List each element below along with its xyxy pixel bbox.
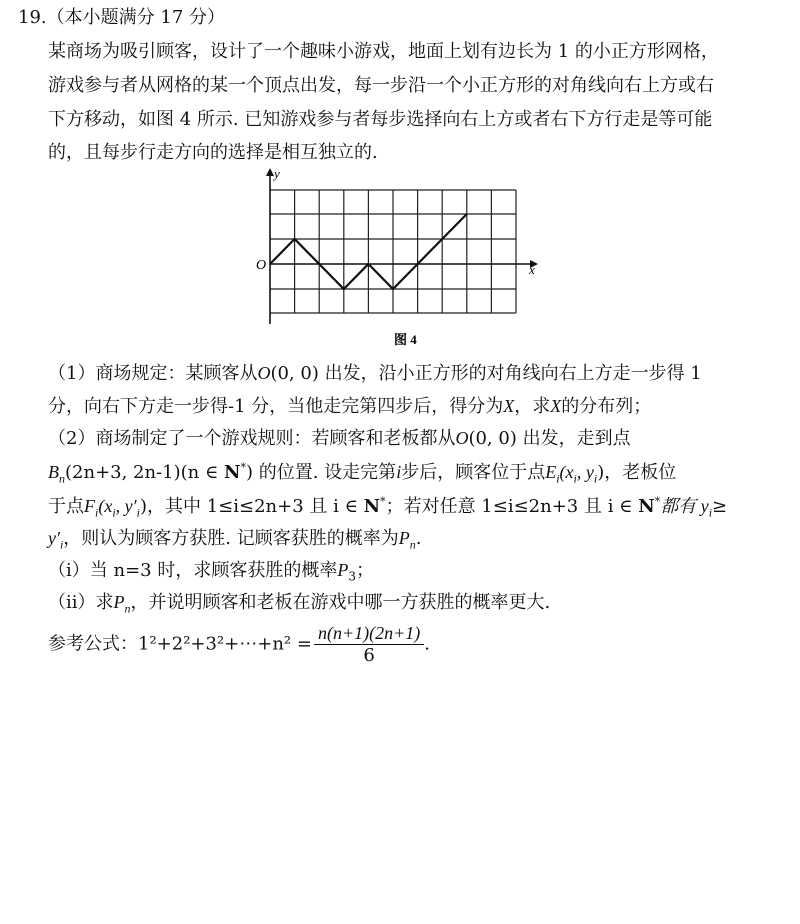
part2-label: （2） <box>48 428 96 449</box>
sup-star: * <box>240 461 246 474</box>
figure-grid <box>250 164 550 354</box>
part1-text-e: 的分布列； <box>561 396 652 417</box>
part2-text-d: (n ∈ <box>180 462 225 483</box>
part2-text-j: )，老板位 <box>597 462 677 483</box>
part2-line-4 <box>48 526 421 551</box>
part2i-label: （ⅰ） <box>48 560 90 581</box>
part2ii-label: （ⅱ） <box>48 592 96 613</box>
problem-header <box>18 6 225 30</box>
sub-n: n <box>124 601 131 616</box>
part1-line-1 <box>48 361 702 386</box>
origin-letter: O <box>455 428 469 448</box>
sup-star: * <box>380 495 386 508</box>
part1-label: （1） <box>48 363 96 384</box>
part1-text-c: 分，向右下方走一步得-1 分，当他走完第四步后，得分为 <box>48 396 504 417</box>
formula-lhs: 1²+2²+3²+⋯+n² = <box>138 633 312 655</box>
part2-text-p: ；若对任意 1≤i≤2n+3 且 i ∈ <box>385 496 639 517</box>
part1-text-b: (0, 0) 出发，沿小正方形的对角线向右上方走一步得 1 <box>270 363 702 384</box>
sub-n: n <box>409 537 416 552</box>
formula-numerator: n(n+1)(2n+1) <box>314 622 424 645</box>
part1-text-a: 商场规定：某顾客从 <box>95 363 258 384</box>
set-n: N <box>638 496 655 517</box>
part2i-text-b: ； <box>355 560 374 581</box>
y-axis-arrow <box>266 168 274 176</box>
sub-i: i <box>573 471 577 486</box>
part2-text-k: 于点 <box>48 496 84 517</box>
y-axis-label: y <box>274 166 280 181</box>
intro-line-4: 的，且每步行走方向的选择是相互独立的. <box>48 142 378 163</box>
var-x: X <box>503 396 515 416</box>
set-n: N <box>224 462 241 483</box>
part2-text-l: (x <box>98 496 113 516</box>
var-p: P <box>337 560 349 580</box>
var-y-prime: y′ <box>48 528 60 548</box>
sub-3: 3 <box>348 569 356 584</box>
intro-line-2: 游戏参与者从网格的某一个顶点出发，每一步沿一个小正方形的对角线向右上方或右 <box>48 75 714 96</box>
point-e: E <box>545 462 557 482</box>
part2-text-q: 都有 y <box>660 496 709 516</box>
sub-i: i <box>136 505 140 520</box>
part2-text-g: (x <box>559 462 574 482</box>
part1-line-2 <box>48 394 651 419</box>
sup-star: * <box>654 495 661 508</box>
formula-denominator: 6 <box>363 645 375 666</box>
part2i-line <box>48 558 374 583</box>
part2-text-o: )，其中 1≤i≤2n+3 且 i ∈ <box>139 496 364 517</box>
part2-line-2 <box>48 460 676 485</box>
figure-caption: 图 4 <box>394 332 417 347</box>
set-n: N <box>363 496 381 517</box>
score-note: （本小题满分 17 分） <box>46 7 225 28</box>
point-f: F <box>84 496 95 516</box>
point-b-coords: (2n+3, 2n-1) <box>65 462 181 483</box>
part2-line-3 <box>48 494 727 519</box>
formula-end: . <box>424 633 430 655</box>
part2-text-a: 商场制定了一个游戏规则：若顾客和老板都从 <box>95 428 456 449</box>
var-p: P <box>113 592 125 612</box>
sub-i: i <box>708 505 713 520</box>
problem-number: 19. <box>18 7 47 28</box>
intro-line-1: 某商场为吸引顾客，设计了一个趣味小游戏，地面上划有边长为 1 的小正方形网格， <box>48 41 719 62</box>
part1-text-d: ，求 <box>514 396 551 417</box>
part2-text-b: (0, 0) 出发，走到点 <box>468 428 631 449</box>
origin-label: O <box>256 258 267 273</box>
formula-line <box>48 622 430 667</box>
var-x: X <box>550 396 562 416</box>
part2ii-text-b: ，并说明顾客和老板在游戏中哪一方获胜的概率更大. <box>130 592 551 613</box>
part2-text-f: 步后，顾客位于点 <box>401 462 546 483</box>
part2-line-1 <box>48 426 631 451</box>
var-p: P <box>398 528 410 548</box>
var-i: i <box>396 462 402 482</box>
point-b: B <box>48 462 59 482</box>
x-axis-label: x <box>529 262 535 277</box>
formula-label: 参考公式： <box>48 633 138 655</box>
intro-line-3: 下方移动，如图 4 所示. 已知游戏参与者每步选择向右上方或者右下方行走是等可能 <box>48 109 713 130</box>
part2-text-m: , y′ <box>115 496 137 516</box>
formula-fraction <box>314 622 424 667</box>
sub-i: i <box>59 537 64 552</box>
sub-i: i <box>556 471 560 486</box>
part2-text-e: ) 的位置. 设走完第 <box>246 462 397 483</box>
part2-text-h: , y <box>576 462 594 482</box>
geq-sign: ≥ <box>712 496 728 517</box>
sub-n: n <box>59 471 65 486</box>
sub-i: i <box>593 471 598 486</box>
part2i-text-a: 当 n=3 时，求顾客获胜的概率 <box>89 560 338 581</box>
period: . <box>415 528 422 549</box>
part2ii-text-a: 求 <box>95 592 114 613</box>
part2ii-line <box>48 590 550 615</box>
origin-letter: O <box>257 363 271 383</box>
part2-text-t: ，则认为顾客方获胜. 记顾客获胜的概率为 <box>63 528 399 549</box>
sub-i: i <box>112 505 116 520</box>
sub-i: i <box>95 505 99 520</box>
